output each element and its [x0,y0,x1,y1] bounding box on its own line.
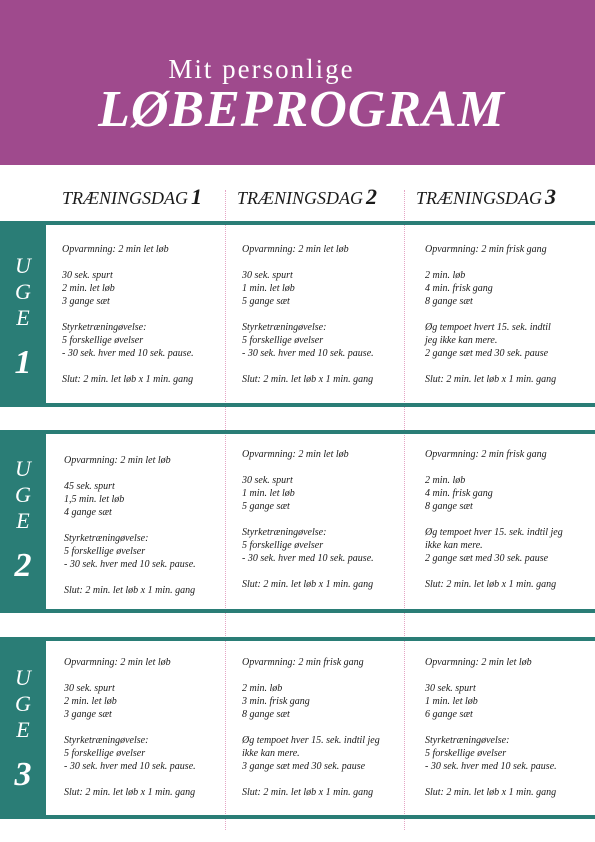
strength-line: ikke kan mere. [242,748,300,759]
strength-line: Styrketræningøvelse: [62,322,147,333]
page-title: LØBEPROGRAM [98,81,505,138]
week-divider-top [46,430,595,434]
week-letter: E [16,305,30,330]
week-letter: U [15,253,31,278]
interval-line: 4 min. frisk gang [425,283,493,294]
interval-line: 30 sek. spurt [242,475,293,486]
interval-line: 1 min. let løb [242,488,295,499]
strength-line: 5 forskellige øvelser [64,748,146,759]
interval-line: 30 sek. spurt [62,270,113,281]
warmup-text: Opvarmning: 2 min let løb [242,244,349,255]
strength-line: 2 gange sæt med 30 sek. pause [425,348,549,359]
strength-line: Øg tempoet hvert 15. sek. indtil [425,322,551,333]
week-number: 1 [14,344,32,381]
strength-line: jeg ikke kan mere. [425,335,498,346]
interval-line: 1 min. let løb [242,283,295,294]
strength-line: - 30 sek. hver med 10 sek. pause. [242,553,374,564]
finish-text: Slut: 2 min. let løb x 1 min. gang [425,374,557,385]
strength-line: - 30 sek. hver med 10 sek. pause. [62,348,194,359]
week-2-section [0,430,595,615]
day-cell [62,243,237,386]
strength-line: Styrketræningøvelse: [425,735,510,746]
warmup-text: Opvarmning: 2 min let løb [425,657,532,668]
interval-line: 6 gange sæt [425,709,473,720]
interval-line: 1 min. let løb [425,696,478,707]
strength-line: 2 gange sæt med 30 sek. pause [425,553,549,564]
strength-line: Øg tempoet hver 15. sek. indtil jeg [242,735,380,746]
week-letter: U [15,456,31,481]
week-letter: G [15,279,31,304]
week-tab [0,637,46,819]
day-cell [64,454,239,597]
warmup-text: Opvarmning: 2 min let løb [242,449,349,460]
week-1-section [0,221,595,406]
interval-line: 8 gange sæt [242,709,290,720]
header-banner [0,0,595,165]
week-divider-bottom [46,609,595,613]
warmup-text: Opvarmning: 2 min frisk gang [425,449,547,460]
interval-line: 2 min. løb [425,475,466,486]
interval-line: 4 min. frisk gang [425,488,493,499]
interval-line: 3 gange sæt [62,296,110,307]
finish-text: Slut: 2 min. let løb x 1 min. gang [425,787,557,798]
week-number: 3 [14,756,32,793]
finish-text: Slut: 2 min. let løb x 1 min. gang [425,579,557,590]
finish-text: Slut: 2 min. let løb x 1 min. gang [62,374,194,385]
week-tab [0,221,46,407]
strength-line: Øg tempoet hver 15. sek. indtil jeg [425,527,563,538]
day-cell [425,243,595,386]
week-letter: G [15,482,31,507]
column-header-number: 3 [545,184,557,209]
week-3-section [0,637,595,822]
warmup-text: Opvarmning: 2 min frisk gang [242,657,364,668]
strength-line: - 30 sek. hver med 10 sek. pause. [242,348,374,359]
strength-line: - 30 sek. hver med 10 sek. pause. [64,559,196,570]
strength-line: - 30 sek. hver med 10 sek. pause. [64,761,196,772]
page-subtitle: Mit personlige [168,54,355,84]
interval-line: 5 gange sæt [242,296,290,307]
week-tab [0,430,46,613]
strength-line: 5 forskellige øvelser [242,335,324,346]
day-cell [64,656,239,799]
warmup-text: Opvarmning: 2 min let løb [64,455,171,466]
warmup-text: Opvarmning: 2 min let løb [62,244,169,255]
interval-line: 2 min. løb [242,683,283,694]
interval-line: 8 gange sæt [425,296,473,307]
warmup-text: Opvarmning: 2 min frisk gang [425,244,547,255]
day-cell [425,448,595,591]
column-header-label: TRÆNINGSDAG [237,188,364,208]
interval-line: 30 sek. spurt [425,683,476,694]
finish-text: Slut: 2 min. let løb x 1 min. gang [64,585,196,596]
interval-line: 2 min. løb [425,270,466,281]
week-letter: E [16,717,30,742]
strength-line: 5 forskellige øvelser [425,748,507,759]
week-number: 2 [14,547,32,584]
interval-line: 3 min. frisk gang [242,696,310,707]
day-cell [242,656,417,799]
column-header-label: TRÆNINGSDAG [62,188,189,208]
strength-line: - 30 sek. hver med 10 sek. pause. [425,761,557,772]
day-cell [242,243,417,386]
column-header-day-1 [62,184,202,210]
interval-line: 4 gange sæt [64,507,112,518]
strength-line: 5 forskellige øvelser [242,540,324,551]
strength-line: 3 gange sæt med 30 sek. pause [242,761,366,772]
interval-line: 1,5 min. let løb [64,494,125,505]
column-header-day-2 [237,184,377,210]
interval-line: 8 gange sæt [425,501,473,512]
column-header-label: TRÆNINGSDAG [416,188,543,208]
strength-line: ikke kan mere. [425,540,483,551]
strength-line: 5 forskellige øvelser [64,546,146,557]
week-letter: G [15,691,31,716]
column-header-day-3 [416,184,556,210]
interval-line: 2 min. let løb [62,283,115,294]
week-letter: E [16,508,30,533]
finish-text: Slut: 2 min. let løb x 1 min. gang [242,374,374,385]
week-letter: U [15,665,31,690]
interval-line: 30 sek. spurt [242,270,293,281]
interval-line: 30 sek. spurt [64,683,115,694]
column-header-number: 2 [366,184,378,209]
day-cell [242,448,417,591]
strength-line: Styrketræningøvelse: [242,322,327,333]
strength-line: 5 forskellige øvelser [62,335,144,346]
strength-line: Styrketræningøvelse: [242,527,327,538]
column-header-number: 1 [191,184,203,209]
finish-text: Slut: 2 min. let løb x 1 min. gang [242,787,374,798]
interval-line: 5 gange sæt [242,501,290,512]
warmup-text: Opvarmning: 2 min let løb [64,657,171,668]
strength-line: Styrketræningøvelse: [64,735,149,746]
week-divider-bottom [46,815,595,819]
interval-line: 3 gange sæt [64,709,112,720]
day-cell [425,656,595,799]
week-divider-bottom [46,403,595,407]
strength-line: Styrketræningøvelse: [64,533,149,544]
interval-line: 2 min. let løb [64,696,117,707]
week-divider-top [46,221,595,225]
interval-line: 45 sek. spurt [64,481,115,492]
week-divider-top [46,637,595,641]
finish-text: Slut: 2 min. let løb x 1 min. gang [64,787,196,798]
finish-text: Slut: 2 min. let løb x 1 min. gang [242,579,374,590]
